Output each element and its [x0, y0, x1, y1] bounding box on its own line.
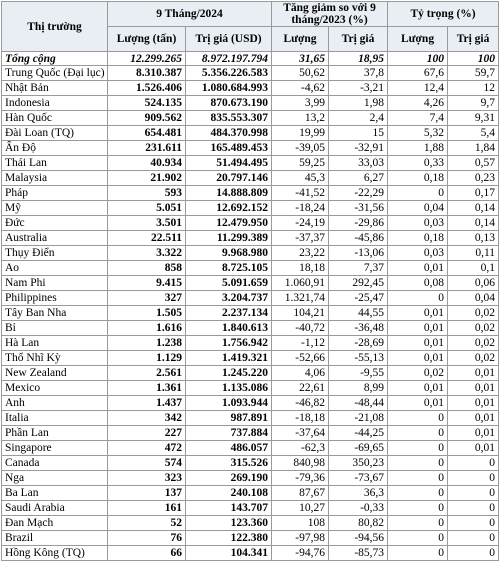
- share-value-cell: 1,84: [448, 141, 499, 156]
- table-row: [2, 171, 499, 186]
- share-value-cell: 0,17: [448, 186, 499, 201]
- change-volume-cell: 19,99: [272, 126, 329, 141]
- change-volume-cell: -39,05: [272, 141, 329, 156]
- market-name: Mexico: [2, 381, 108, 396]
- share-value-cell: 0,14: [448, 216, 499, 231]
- volume-cell: 231.611: [108, 141, 186, 156]
- table-row: [2, 456, 499, 471]
- volume-cell: 1.616: [108, 321, 186, 336]
- value-cell: 737.884: [186, 426, 272, 441]
- table-row: [2, 291, 499, 306]
- share-volume-cell: 0,18: [388, 231, 448, 246]
- table-row: [2, 66, 499, 81]
- value-cell: 122.380: [186, 531, 272, 546]
- share-volume-cell: 0,01: [388, 351, 448, 366]
- volume-cell: 21.902: [108, 171, 186, 186]
- table-row: [2, 246, 499, 261]
- share-value-cell: 9,31: [448, 111, 499, 126]
- table-row: [2, 366, 499, 381]
- table-body: [2, 52, 499, 561]
- share-volume-cell: 0: [388, 531, 448, 546]
- value-cell: 486.057: [186, 441, 272, 456]
- share-volume-cell: 0,01: [388, 336, 448, 351]
- table-row: [2, 261, 499, 276]
- change-volume-cell: -62,3: [272, 441, 329, 456]
- change-volume-cell: 104,21: [272, 306, 329, 321]
- header-group-2024: 9 Tháng/2024: [108, 2, 272, 27]
- table-row: [2, 426, 499, 441]
- export-market-table: [1, 1, 499, 561]
- value-cell: 835.553.307: [186, 111, 272, 126]
- header-share-volume: Lượng: [388, 27, 448, 52]
- volume-cell: 137: [108, 486, 186, 501]
- share-volume-cell: 0: [388, 456, 448, 471]
- volume-cell: 342: [108, 411, 186, 426]
- change-value-cell: 33,03: [329, 156, 388, 171]
- volume-cell: 227: [108, 426, 186, 441]
- share-volume-cell: 7,4: [388, 111, 448, 126]
- change-value-cell: 37,8: [329, 66, 388, 81]
- change-value-cell: -0,33: [329, 501, 388, 516]
- share-volume-cell: 4,26: [388, 96, 448, 111]
- change-volume-cell: 50,62: [272, 66, 329, 81]
- change-value-cell: 8,99: [329, 381, 388, 396]
- value-cell: 1.093.944: [186, 396, 272, 411]
- table-row: [2, 111, 499, 126]
- value-cell: 3.204.737: [186, 291, 272, 306]
- share-value-cell: 5,4: [448, 126, 499, 141]
- change-value-cell: -31,56: [329, 201, 388, 216]
- share-volume-cell: 0: [388, 186, 448, 201]
- table-row: [2, 276, 499, 291]
- value-cell: 123.360: [186, 516, 272, 531]
- header-volume-ton: Lượng (tấn): [108, 27, 186, 52]
- value-cell: 269.190: [186, 471, 272, 486]
- market-name: Hà Lan: [2, 336, 108, 351]
- value-cell: 51.494.495: [186, 156, 272, 171]
- market-name: Italia: [2, 411, 108, 426]
- market-name: Brazil: [2, 531, 108, 546]
- volume-cell: 3.322: [108, 246, 186, 261]
- table-row: [2, 321, 499, 336]
- volume-cell: 858: [108, 261, 186, 276]
- table-row: [2, 351, 499, 366]
- volume-cell: 40.934: [108, 156, 186, 171]
- share-value-cell: 0,02: [448, 336, 499, 351]
- market-name: Nhật Bản: [2, 81, 108, 96]
- market-name: Australia: [2, 231, 108, 246]
- change-value-cell: 7,37: [329, 261, 388, 276]
- change-volume-cell: 4,06: [272, 366, 329, 381]
- value-cell: 1.419.321: [186, 351, 272, 366]
- total-share-value: 100: [448, 52, 499, 66]
- header-share-value: Trị giá: [448, 27, 499, 52]
- table-row: [2, 96, 499, 111]
- change-volume-cell: 87,67: [272, 486, 329, 501]
- table-row: [2, 141, 499, 156]
- market-name: Ao: [2, 261, 108, 276]
- share-value-cell: 0: [448, 531, 499, 546]
- share-volume-cell: 0: [388, 516, 448, 531]
- value-cell: 2.237.134: [186, 306, 272, 321]
- market-name: Thụy Điển: [2, 246, 108, 261]
- table-row: [2, 486, 499, 501]
- share-volume-cell: 0,18: [388, 171, 448, 186]
- volume-cell: 22.511: [108, 231, 186, 246]
- change-volume-cell: 45,3: [272, 171, 329, 186]
- market-name: Tây Ban Nha: [2, 306, 108, 321]
- share-value-cell: 0,01: [448, 366, 499, 381]
- volume-cell: 1.437: [108, 396, 186, 411]
- table-row: [2, 336, 499, 351]
- value-cell: 870.673.190: [186, 96, 272, 111]
- share-value-cell: 0,57: [448, 156, 499, 171]
- market-name: Hồng Kông (TQ): [2, 546, 108, 561]
- change-volume-cell: -18,18: [272, 411, 329, 426]
- total-value: 8.972.197.794: [186, 52, 272, 66]
- market-name: Philippines: [2, 291, 108, 306]
- change-volume-cell: 10,27: [272, 501, 329, 516]
- market-name: Ấn Độ: [2, 141, 108, 156]
- change-volume-cell: 840,98: [272, 456, 329, 471]
- change-volume-cell: -18,24: [272, 201, 329, 216]
- volume-cell: 909.562: [108, 111, 186, 126]
- volume-cell: 1.526.406: [108, 81, 186, 96]
- share-volume-cell: 0,02: [388, 366, 448, 381]
- total-change-value: 18,95: [329, 52, 388, 66]
- share-value-cell: 12: [448, 81, 499, 96]
- change-volume-cell: 18,18: [272, 261, 329, 276]
- table-row: [2, 516, 499, 531]
- change-value-cell: 36,3: [329, 486, 388, 501]
- share-value-cell: 0,02: [448, 306, 499, 321]
- share-value-cell: 0: [448, 486, 499, 501]
- share-value-cell: 0,04: [448, 291, 499, 306]
- table-row: [2, 81, 499, 96]
- share-volume-cell: 0: [388, 291, 448, 306]
- share-value-cell: 0,02: [448, 321, 499, 336]
- share-volume-cell: 0: [388, 441, 448, 456]
- header-change-volume: Lượng: [272, 27, 329, 52]
- volume-cell: 9.415: [108, 276, 186, 291]
- share-volume-cell: 0: [388, 486, 448, 501]
- value-cell: 12.479.950: [186, 216, 272, 231]
- change-volume-cell: 59,25: [272, 156, 329, 171]
- change-volume-cell: 1.060,91: [272, 276, 329, 291]
- market-name: Nam Phi: [2, 276, 108, 291]
- share-volume-cell: 0: [388, 546, 448, 561]
- share-volume-cell: 0: [388, 501, 448, 516]
- volume-cell: 327: [108, 291, 186, 306]
- share-value-cell: 0: [448, 546, 499, 561]
- share-value-cell: 0,01: [448, 441, 499, 456]
- change-value-cell: -21,08: [329, 411, 388, 426]
- volume-cell: 5.051: [108, 201, 186, 216]
- volume-cell: 472: [108, 441, 186, 456]
- market-name: Malaysia: [2, 171, 108, 186]
- share-value-cell: 59,7: [448, 66, 499, 81]
- market-name: Saudi Arabia: [2, 501, 108, 516]
- table-header: [2, 2, 499, 52]
- header-group-change: Tăng giảm so với 9 tháng/2023 (%): [272, 2, 388, 27]
- change-volume-cell: -97,98: [272, 531, 329, 546]
- change-volume-cell: -37,64: [272, 426, 329, 441]
- change-value-cell: 2,4: [329, 111, 388, 126]
- change-value-cell: -25,47: [329, 291, 388, 306]
- share-volume-cell: 0,08: [388, 276, 448, 291]
- header-change-value: Trị giá: [329, 27, 388, 52]
- change-value-cell: -29,86: [329, 216, 388, 231]
- table-row: [2, 531, 499, 546]
- volume-cell: 323: [108, 471, 186, 486]
- change-value-cell: -55,13: [329, 351, 388, 366]
- table-row: [2, 306, 499, 321]
- share-volume-cell: 0,01: [388, 396, 448, 411]
- share-volume-cell: 0,03: [388, 216, 448, 231]
- change-value-cell: -3,21: [329, 81, 388, 96]
- share-volume-cell: 0: [388, 471, 448, 486]
- change-value-cell: -13,06: [329, 246, 388, 261]
- volume-cell: 1.505: [108, 306, 186, 321]
- volume-cell: 161: [108, 501, 186, 516]
- volume-cell: 1.238: [108, 336, 186, 351]
- value-cell: 14.888.809: [186, 186, 272, 201]
- market-name: New Zealand: [2, 366, 108, 381]
- total-row: [2, 52, 499, 66]
- share-volume-cell: 0,03: [388, 246, 448, 261]
- share-value-cell: 9,7: [448, 96, 499, 111]
- change-value-cell: 80,82: [329, 516, 388, 531]
- share-volume-cell: 67,6: [388, 66, 448, 81]
- value-cell: 8.725.105: [186, 261, 272, 276]
- volume-cell: 524.135: [108, 96, 186, 111]
- value-cell: 11.299.389: [186, 231, 272, 246]
- market-name: Singapore: [2, 441, 108, 456]
- table-row: [2, 156, 499, 171]
- share-volume-cell: 0: [388, 426, 448, 441]
- share-value-cell: 0,1: [448, 261, 499, 276]
- value-cell: 1.135.086: [186, 381, 272, 396]
- change-value-cell: 44,55: [329, 306, 388, 321]
- change-value-cell: -48,44: [329, 396, 388, 411]
- share-volume-cell: 1,88: [388, 141, 448, 156]
- share-volume-cell: 0,01: [388, 306, 448, 321]
- volume-cell: 3.501: [108, 216, 186, 231]
- value-cell: 104.341: [186, 546, 272, 561]
- share-value-cell: 0: [448, 516, 499, 531]
- market-name: Bỉ: [2, 321, 108, 336]
- change-value-cell: -44,25: [329, 426, 388, 441]
- share-value-cell: 0,01: [448, 381, 499, 396]
- market-name: Đài Loan (TQ): [2, 126, 108, 141]
- market-name: Đức: [2, 216, 108, 231]
- volume-cell: 8.310.387: [108, 66, 186, 81]
- share-volume-cell: 0,04: [388, 201, 448, 216]
- change-volume-cell: 23,22: [272, 246, 329, 261]
- table-row: [2, 381, 499, 396]
- change-value-cell: 292,45: [329, 276, 388, 291]
- total-change-volume: 31,65: [272, 52, 329, 66]
- change-volume-cell: 22,61: [272, 381, 329, 396]
- value-cell: 1.840.613: [186, 321, 272, 336]
- change-value-cell: 6,27: [329, 171, 388, 186]
- share-volume-cell: 0: [388, 411, 448, 426]
- market-name: Phần Lan: [2, 426, 108, 441]
- change-value-cell: 350,23: [329, 456, 388, 471]
- volume-cell: 1.129: [108, 351, 186, 366]
- change-volume-cell: -52,66: [272, 351, 329, 366]
- share-value-cell: 0,01: [448, 411, 499, 426]
- market-name: Hàn Quốc: [2, 111, 108, 126]
- header-market: Thị trường: [2, 2, 108, 52]
- share-value-cell: 0: [448, 501, 499, 516]
- change-volume-cell: 3,99: [272, 96, 329, 111]
- change-volume-cell: -41,52: [272, 186, 329, 201]
- share-value-cell: 0,11: [448, 246, 499, 261]
- market-name: Đan Mạch: [2, 516, 108, 531]
- share-value-cell: 0,02: [448, 351, 499, 366]
- table-row: [2, 441, 499, 456]
- change-volume-cell: -94,76: [272, 546, 329, 561]
- volume-cell: 574: [108, 456, 186, 471]
- change-value-cell: -73,67: [329, 471, 388, 486]
- share-value-cell: 0,23: [448, 171, 499, 186]
- table-row: [2, 411, 499, 426]
- share-value-cell: 0,01: [448, 426, 499, 441]
- value-cell: 9.968.980: [186, 246, 272, 261]
- table-row: [2, 126, 499, 141]
- value-cell: 5.356.226.583: [186, 66, 272, 81]
- share-value-cell: 0,13: [448, 231, 499, 246]
- share-volume-cell: 0,01: [388, 321, 448, 336]
- change-value-cell: -9,55: [329, 366, 388, 381]
- value-cell: 240.108: [186, 486, 272, 501]
- change-volume-cell: 108: [272, 516, 329, 531]
- table-row: [2, 186, 499, 201]
- market-name: Mỹ: [2, 201, 108, 216]
- volume-cell: 66: [108, 546, 186, 561]
- share-volume-cell: 0,01: [388, 261, 448, 276]
- table-row: [2, 546, 499, 561]
- table-row: [2, 396, 499, 411]
- table-row: [2, 201, 499, 216]
- value-cell: 5.091.659: [186, 276, 272, 291]
- change-value-cell: 1,98: [329, 96, 388, 111]
- value-cell: 987.891: [186, 411, 272, 426]
- change-volume-cell: -24,19: [272, 216, 329, 231]
- change-volume-cell: -79,36: [272, 471, 329, 486]
- change-volume-cell: -40,72: [272, 321, 329, 336]
- change-volume-cell: -37,37: [272, 231, 329, 246]
- value-cell: 12.692.152: [186, 201, 272, 216]
- header-value-usd: Trị giá (USD): [186, 27, 272, 52]
- volume-cell: 654.481: [108, 126, 186, 141]
- change-value-cell: -85,73: [329, 546, 388, 561]
- value-cell: 143.707: [186, 501, 272, 516]
- change-value-cell: -36,48: [329, 321, 388, 336]
- table-row: [2, 216, 499, 231]
- change-value-cell: -94,56: [329, 531, 388, 546]
- value-cell: 1.080.684.993: [186, 81, 272, 96]
- share-volume-cell: 12,4: [388, 81, 448, 96]
- table-row: [2, 231, 499, 246]
- share-volume-cell: 0,01: [388, 381, 448, 396]
- total-share-volume: 100: [388, 52, 448, 66]
- volume-cell: 2.561: [108, 366, 186, 381]
- table-row: [2, 501, 499, 516]
- change-value-cell: -69,65: [329, 441, 388, 456]
- value-cell: 165.489.453: [186, 141, 272, 156]
- market-name: Canada: [2, 456, 108, 471]
- share-value-cell: 0,14: [448, 201, 499, 216]
- change-value-cell: 15: [329, 126, 388, 141]
- volume-cell: 593: [108, 186, 186, 201]
- change-value-cell: -32,91: [329, 141, 388, 156]
- header-group-share: Tỷ trọng (%): [388, 2, 499, 27]
- volume-cell: 52: [108, 516, 186, 531]
- change-value-cell: -22,29: [329, 186, 388, 201]
- change-volume-cell: -4,62: [272, 81, 329, 96]
- total-volume: 12.299.265: [108, 52, 186, 66]
- value-cell: 20.797.146: [186, 171, 272, 186]
- share-volume-cell: 5,32: [388, 126, 448, 141]
- value-cell: 1.245.220: [186, 366, 272, 381]
- share-value-cell: 0: [448, 456, 499, 471]
- market-name: Pháp: [2, 186, 108, 201]
- change-volume-cell: -1,12: [272, 336, 329, 351]
- change-value-cell: -28,69: [329, 336, 388, 351]
- market-name: Thổ Nhĩ Kỳ: [2, 351, 108, 366]
- market-name: Indonesia: [2, 96, 108, 111]
- value-cell: 484.370.998: [186, 126, 272, 141]
- share-value-cell: 0: [448, 471, 499, 486]
- table-row: [2, 471, 499, 486]
- change-volume-cell: 13,2: [272, 111, 329, 126]
- share-volume-cell: 0,33: [388, 156, 448, 171]
- change-value-cell: -45,86: [329, 231, 388, 246]
- share-value-cell: 0,01: [448, 396, 499, 411]
- share-value-cell: 0,06: [448, 276, 499, 291]
- market-name: Ba Lan: [2, 486, 108, 501]
- volume-cell: 76: [108, 531, 186, 546]
- total-label: Tổng cộng: [2, 52, 108, 66]
- value-cell: 315.526: [186, 456, 272, 471]
- change-volume-cell: 1.321,74: [272, 291, 329, 306]
- market-name: Thái Lan: [2, 156, 108, 171]
- market-name: Nga: [2, 471, 108, 486]
- value-cell: 1.756.942: [186, 336, 272, 351]
- market-name: Anh: [2, 396, 108, 411]
- change-volume-cell: -46,82: [272, 396, 329, 411]
- market-name: Trung Quốc (Đại lục): [2, 66, 108, 81]
- volume-cell: 1.361: [108, 381, 186, 396]
